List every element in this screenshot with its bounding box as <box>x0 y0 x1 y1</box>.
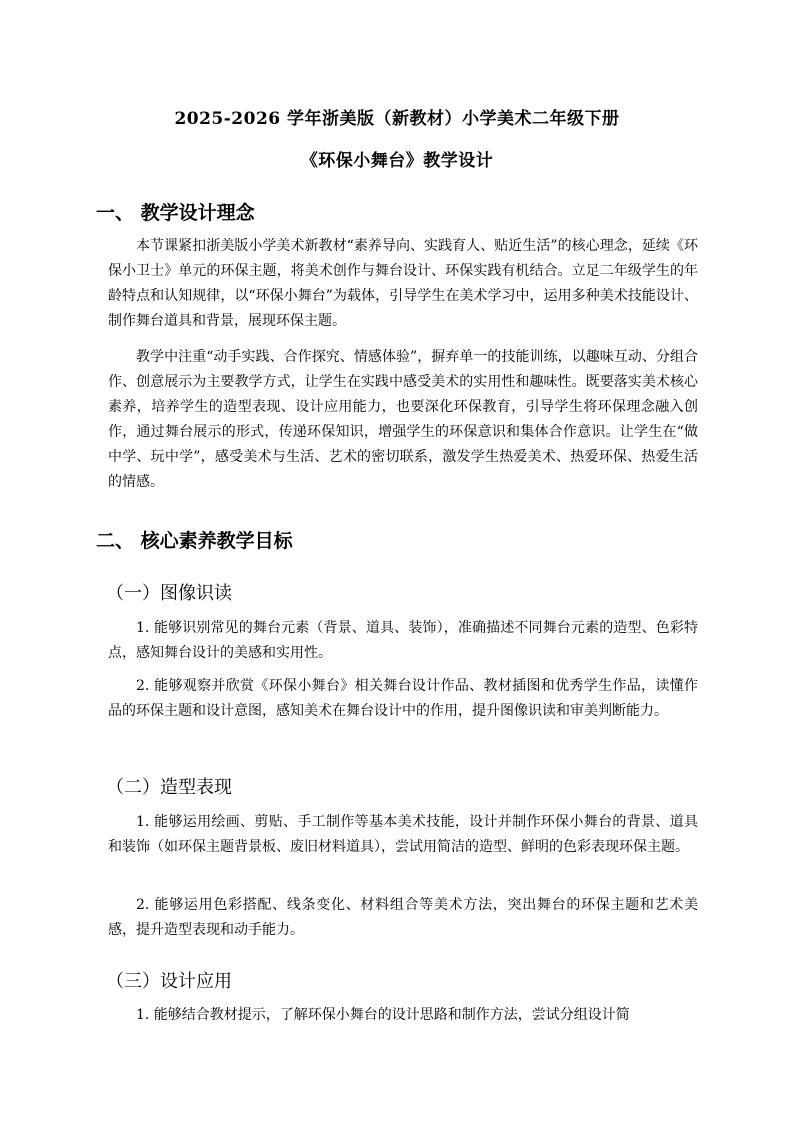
section1-heading: 一、 教学设计理念 <box>96 202 255 224</box>
section1-paragraph-2: 教学中注重“动手实践、合作探究、情感体验”，摒弃单一的技能训练，以趣味互动、分组合作、创意展示为主要教学方式，让学生在实践中感受美术的实用性和趣味性。既要落实美术核心素养，培养学生的造型表现、设计应用能力，也要深化环保教育，引导学生将环保理念融入创作，通过舞台展示的形式，传递环保知识，增强学生的环保意识和集体合作意识。让学生在“做中学、玩中学”，感受美术与生活、艺术的密切联系，激发学生热爱美术、热爱环保、热爱生活的情感。 <box>108 349 698 490</box>
subsection3-heading: （三）设计应用 <box>106 971 232 992</box>
section1-paragraph-1: 本节课紧扣浙美版小学美术新教材“素养导向、实践育人、贴近生活”的核心理念，延续《环保小卫士》单元的环保主题，将美术创作与舞台设计、环保实践有机结合。立足二年级学生的年龄特点和认知规律，以“环保小舞台”为载体，引导学生在美术学习中，运用多种美术技能设计、制作舞台道具和背景，展现环保主题。 <box>108 238 698 329</box>
subsection1-item-2: 2. 能够观察并欣赏《环保小舞台》相关舞台设计作品、教材插图和优秀学生作品，读懂作品的环保主题和设计意图，感知美术在舞台设计中的作用，提升图像识读和审美判断能力。 <box>108 678 698 719</box>
subsection3-item-1: 1. 能够结合教材提示，了解环保小舞台的设计思路和制作方法，尝试分组设计简 <box>136 1007 630 1023</box>
subsection2-item-1: 1. 能够运用绘画、剪贴、手工制作等基本美术技能，设计并制作环保小舞台的背景、道具和装饰（如环保主题背景板、废旧材料道具），尝试用简洁的造型、鲜明的色彩表现环保主题。 <box>108 814 698 855</box>
subsection1-heading: （一）图像识读 <box>106 583 232 604</box>
section2-heading: 二、 核心素养教学目标 <box>96 530 293 552</box>
subsection2-heading: （二）造型表现 <box>106 777 232 798</box>
subsection1-item-1: 1. 能够识别常见的舞台元素（背景、道具、装饰），准确描述不同舞台元素的造型、色彩特点，感知舞台设计的美感和实用性。 <box>108 620 698 661</box>
subsection2-item-2: 2. 能够运用色彩搭配、线条变化、材料组合等美术方法，突出舞台的环保主题和艺术美感，提升造型表现和动手能力。 <box>108 897 698 938</box>
document-title-line2: 《环保小舞台》教学设计 <box>300 151 494 171</box>
document-title-line1: 2025-2026 学年浙美版（新教材）小学美术二年级下册 <box>174 109 620 129</box>
